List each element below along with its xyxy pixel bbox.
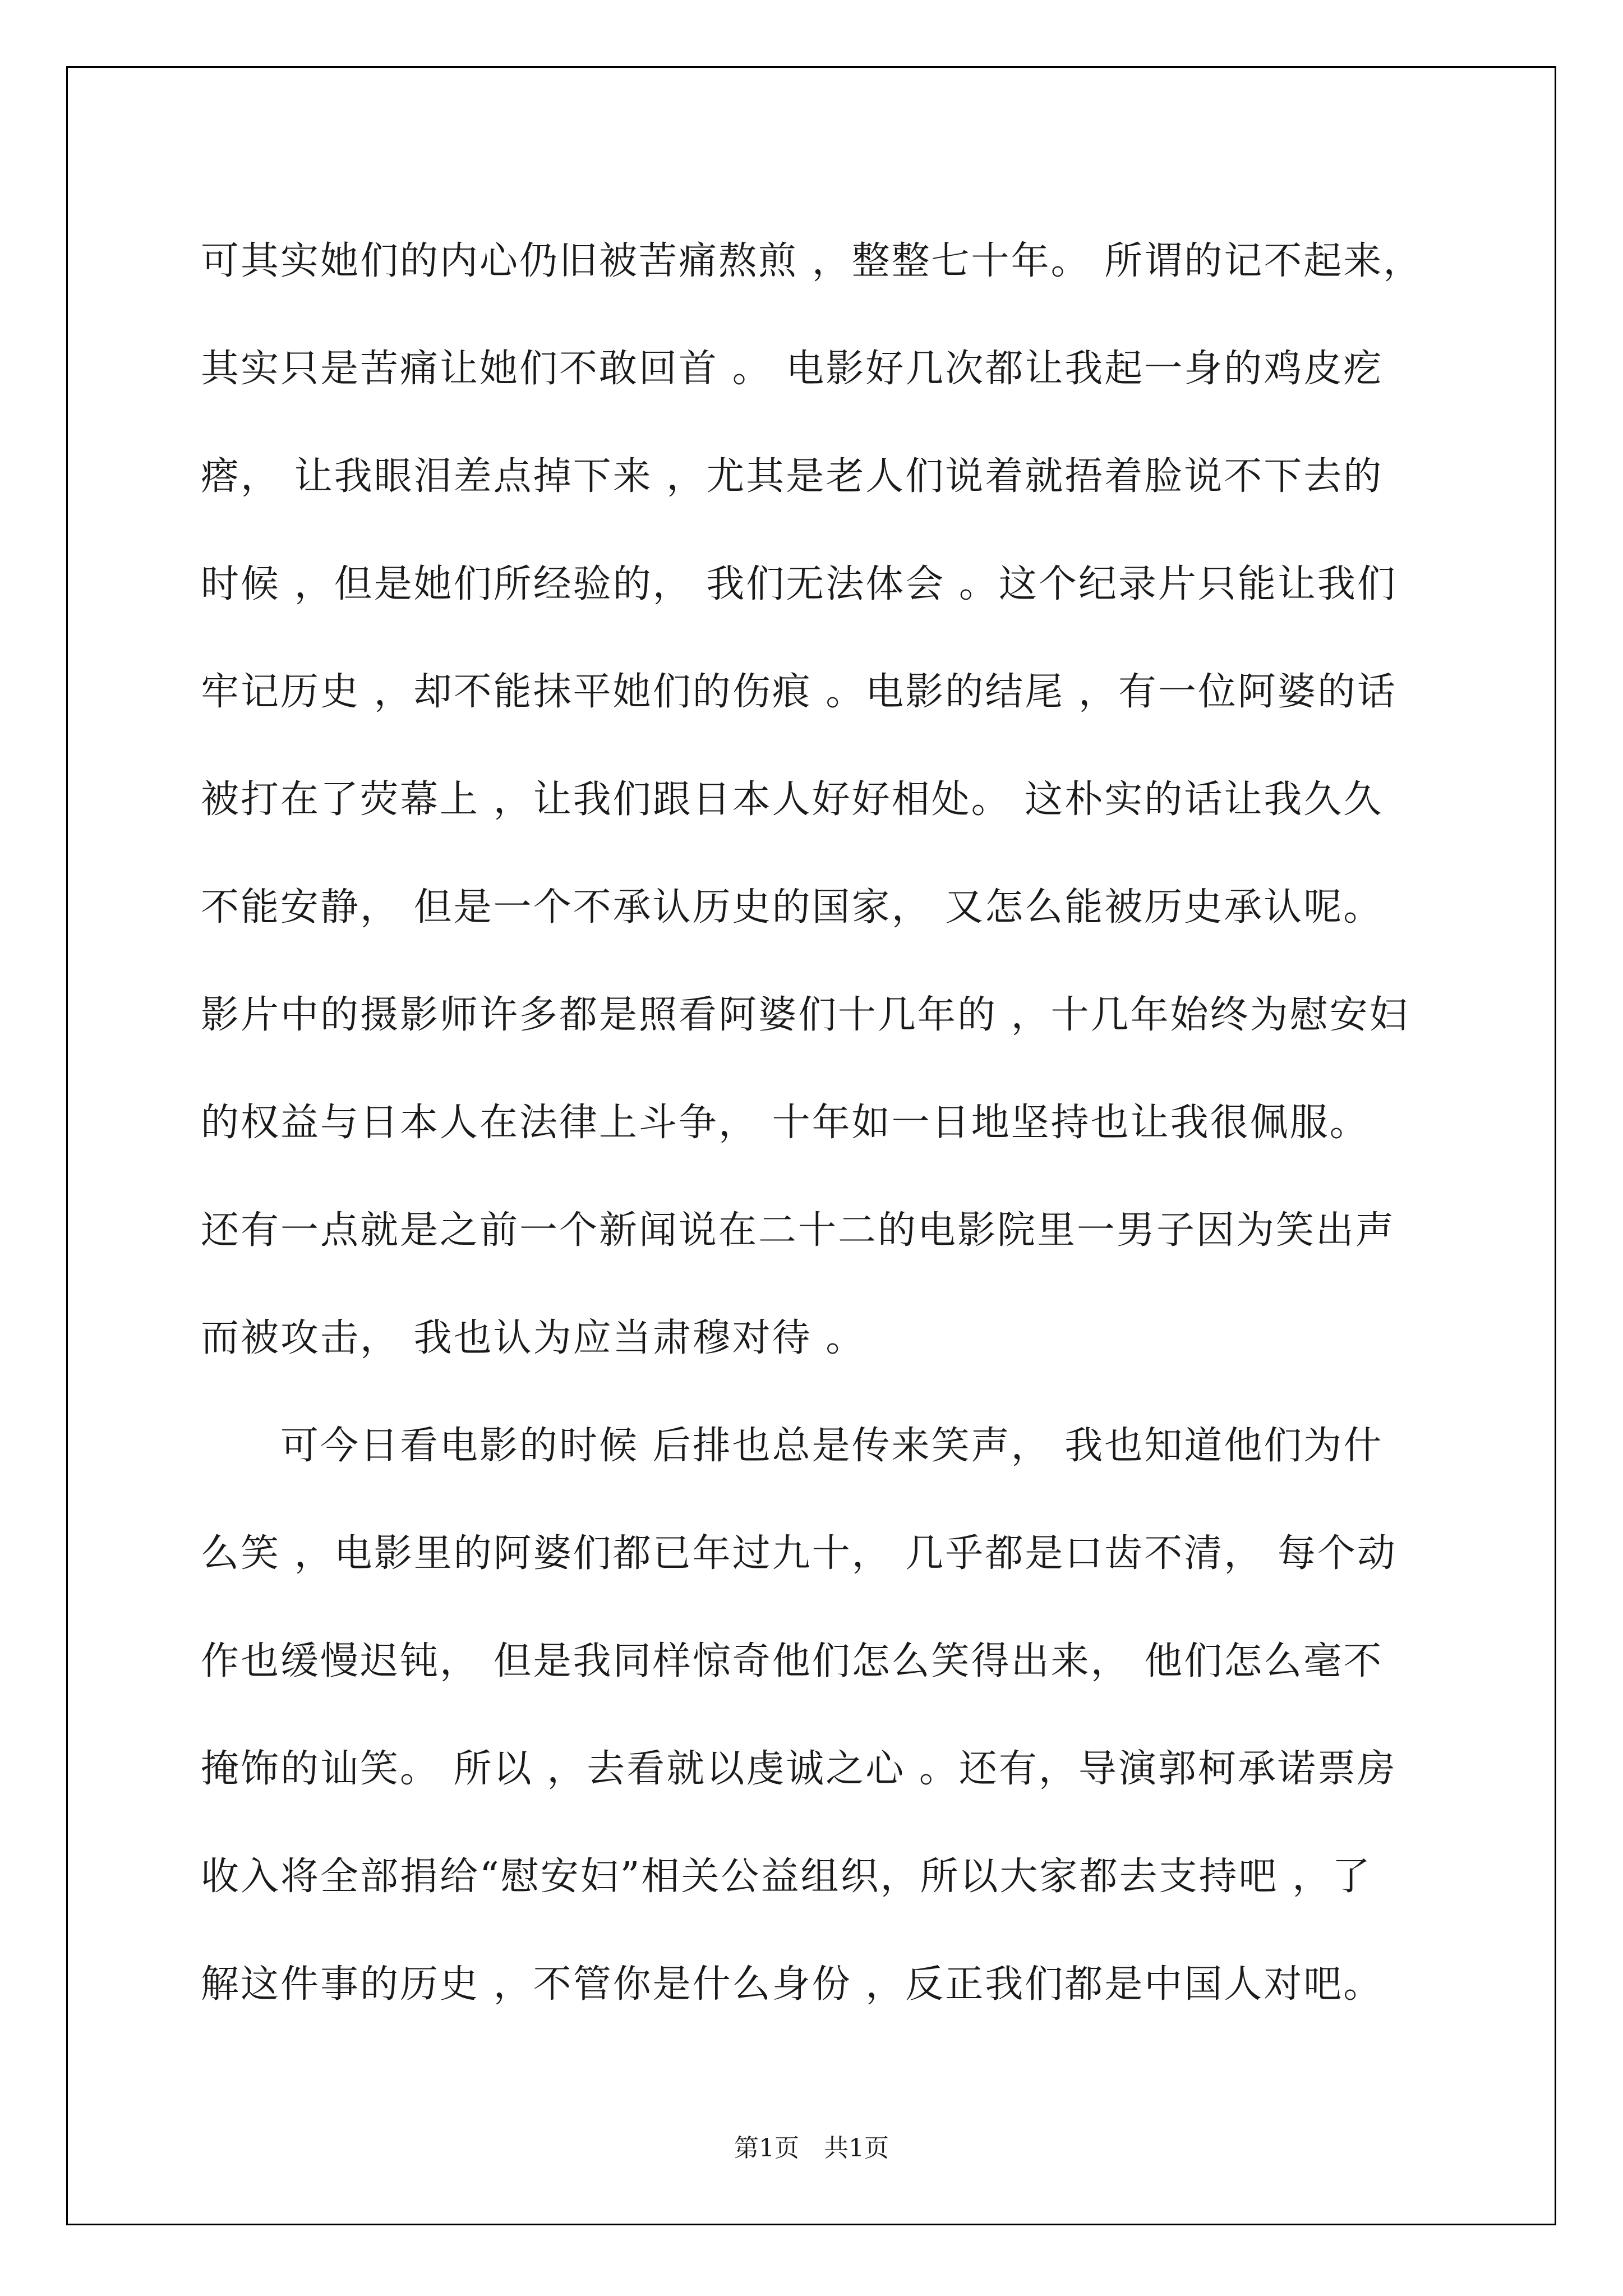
text-line: 被打在了荧幕上 ，让我们跟日本人好好相处。 这朴实的话让我久久 (201, 777, 1384, 822)
text-line: 收入将全部捐给“慰安妇”相关公益组织，所以大家都去支持吧 ，了 (201, 1855, 1372, 1899)
text-line: 掩饰的讪笑。 所以 ，去看就以虔诚之心 。还有，导演郭柯承诺票房 (201, 1747, 1397, 1791)
text-line: 作也缓慢迟钝， 但是我同样惊奇他们怎么笑得出来， 他们怎么毫不 (201, 1639, 1384, 1683)
text-line: 还有一点就是之前一个新闻说在二十二的电影院里一男子因为笑出声 (201, 1208, 1396, 1253)
text-line: 不能安静， 但是一个不承认历史的国家， 又怎么能被历史承认呢。 (201, 885, 1384, 930)
text-line: 其实只是苦痛让她们不敢回首 。 电影好几次都让我起一身的鸡皮疙 (201, 347, 1384, 391)
text-line: 可今日看电影的时候 后排也总是传来笑声， 我也知道他们为什 (201, 1424, 1384, 1468)
text-line: 影片中的摄影师许多都是照看阿婆们十几年的 ，十几年始终为慰安妇 (201, 993, 1409, 1037)
page-footer: 第1页 共1页 (734, 2134, 889, 2162)
text-line: 么笑 ，电影里的阿婆们都已年过九十， 几乎都是口齿不清， 每个动 (201, 1531, 1397, 1576)
text-line: 的权益与日本人在法律上斗争， 十年如一日地坚持也让我很佩服。 (201, 1101, 1370, 1145)
text-line: 可其实她们的内心仍旧被苦痛熬煎 ，整整七十年。 所谓的记不起来， (201, 239, 1423, 283)
text-line: 而被攻击， 我也认为应当肃穆对待 。 (201, 1316, 866, 1360)
text-line: 时候 ，但是她们所经验的， 我们无法体会 。这个纪录片只能让我们 (201, 562, 1397, 606)
text-line: 瘩， 让我眼泪差点掉下来 ，尤其是老人们说着就捂着脸说不下去的 (201, 454, 1384, 499)
text-line: 解这件事的历史 ，不管你是什么身份 ，反正我们都是中国人对吧。 (201, 1962, 1384, 2007)
text-line: 牢记历史 ，却不能抹平她们的伤痕 。电影的结尾 ，有一位阿婆的话 (201, 670, 1397, 714)
document-body (201, 208, 1457, 2039)
